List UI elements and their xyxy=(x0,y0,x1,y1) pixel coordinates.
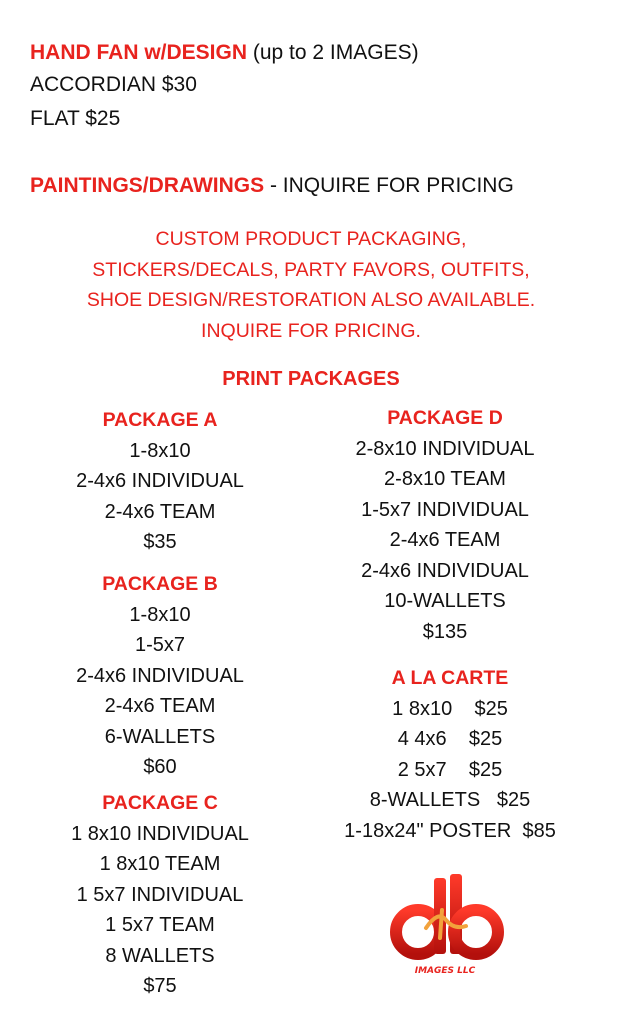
package-item: 8 WALLETS xyxy=(105,944,215,967)
package-d-title: PACKAGE D xyxy=(387,407,503,429)
dtb-logo-mark xyxy=(380,870,510,985)
package-a-title: PACKAGE A xyxy=(102,409,218,431)
company-logo xyxy=(380,870,510,985)
a-la-carte-item: 1 8x10 $25 xyxy=(392,697,508,720)
package-item: 2-4x6 TEAM xyxy=(389,529,501,551)
package-price: $35 xyxy=(143,531,177,553)
paintings-note: - INQUIRE FOR PRICING xyxy=(264,174,514,197)
package-item: 6-WALLETS xyxy=(104,725,216,748)
custom-services-notice xyxy=(0,224,622,346)
package-item: 2-4x6 TEAM xyxy=(104,695,216,717)
hand-fan-title: HAND FAN w/DESIGN xyxy=(30,41,248,64)
a-la-carte-item: 8-WALLETS $25 xyxy=(369,789,531,811)
a-la-carte-item: 2 5x7 $25 xyxy=(397,758,503,781)
a-la-carte-item: 1-18x24" POSTER $85 xyxy=(344,819,556,842)
print-packages-title: PRINT PACKAGES xyxy=(222,368,400,390)
package-item: 1-8x10 xyxy=(129,603,191,626)
logo-subtitle: IMAGES LLC xyxy=(414,966,476,976)
package-item: 1 8x10 TEAM xyxy=(99,853,221,875)
package-item: 1 5x7 TEAM xyxy=(105,914,215,936)
package-item: 2-4x6 TEAM xyxy=(104,500,216,523)
paintings-title: PAINTINGS/DRAWINGS xyxy=(30,174,265,197)
package-c-title: PACKAGE C xyxy=(102,792,218,814)
a-la-carte-title: A LA CARTE xyxy=(391,667,509,689)
package-item: 1 5x7 INDIVIDUAL xyxy=(76,883,244,906)
package-item: 1-5x7 xyxy=(134,634,186,656)
hand-fan-option-flat: FLAT $25 xyxy=(30,107,121,130)
notice-line: INQUIRE FOR PRICING. xyxy=(201,319,421,342)
package-b xyxy=(60,569,260,783)
package-item: 2-4x6 INDIVIDUAL xyxy=(361,559,529,582)
notice-line: STICKERS/DECALS, PARTY FAVORS, OUTFITS, xyxy=(92,258,530,281)
notice-line: SHOE DESIGN/RESTORATION ALSO AVAILABLE. xyxy=(86,289,536,311)
package-d xyxy=(335,403,555,647)
package-price: $75 xyxy=(143,975,177,997)
package-item: 2-4x6 INDIVIDUAL xyxy=(76,664,244,687)
a-la-carte xyxy=(330,663,570,846)
package-item: 2-8x10 INDIVIDUAL xyxy=(355,437,535,460)
hand-fan-note: (up to 2 IMAGES) xyxy=(247,41,419,64)
package-item: 10-WALLETS xyxy=(384,590,506,612)
package-c xyxy=(55,788,265,1002)
package-item: 2-8x10 TEAM xyxy=(384,468,506,490)
hand-fan-heading xyxy=(30,40,419,66)
package-item: 1-5x7 INDIVIDUAL xyxy=(361,498,529,521)
a-la-carte-item: 4 4x6 $25 xyxy=(397,728,503,750)
hand-fan-option-accordian: ACCORDIAN $30 xyxy=(30,73,197,96)
package-item: 1 8x10 INDIVIDUAL xyxy=(71,822,249,845)
package-b-title: PACKAGE B xyxy=(102,573,218,595)
package-item: 1-8x10 xyxy=(129,439,191,462)
paintings-heading xyxy=(30,173,514,199)
package-item: 2-4x6 INDIVIDUAL xyxy=(76,470,244,492)
package-a xyxy=(60,405,260,558)
package-price: $135 xyxy=(422,620,468,643)
package-price: $60 xyxy=(143,756,177,778)
notice-line: CUSTOM PRODUCT PACKAGING, xyxy=(155,228,467,250)
